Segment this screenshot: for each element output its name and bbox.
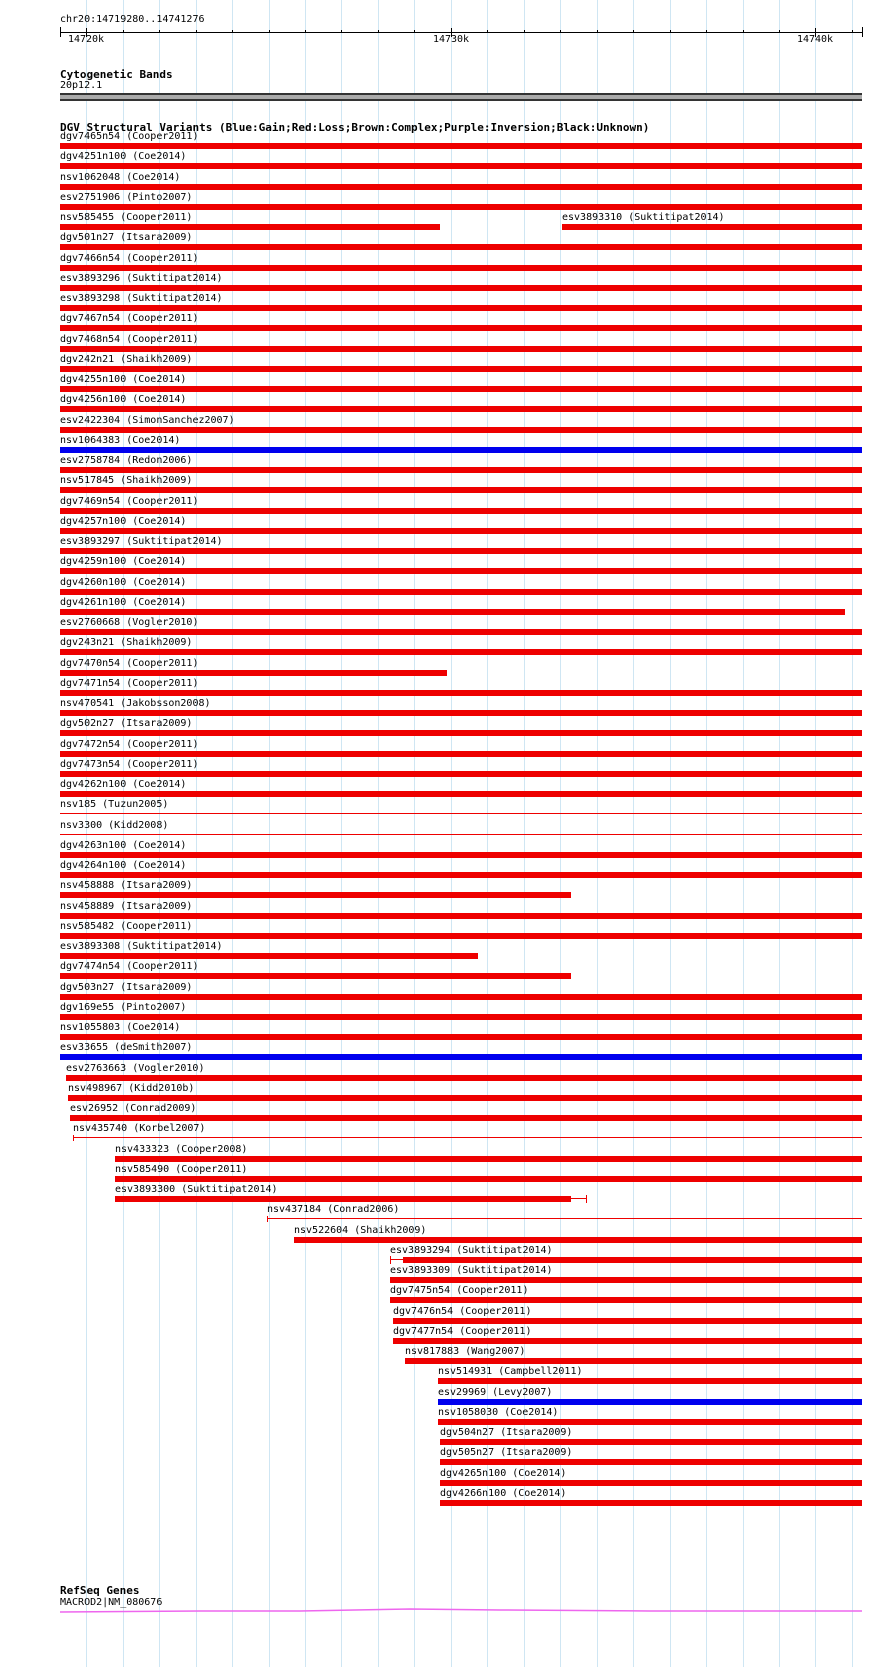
variant-bar[interactable] bbox=[294, 1237, 862, 1243]
variant-label[interactable]: nsv433323 (Cooper2008) bbox=[115, 1144, 248, 1155]
variant-label[interactable]: nsv1064383 (Coe2014) bbox=[60, 435, 181, 446]
variant-label[interactable]: esv3893300 (Suktitipat2014) bbox=[115, 1184, 278, 1195]
variant-label[interactable]: nsv458889 (Itsara2009) bbox=[60, 901, 193, 912]
variant-bar[interactable] bbox=[68, 1095, 862, 1101]
variant-label[interactable]: dgv7465n54 (Cooper2011) bbox=[60, 131, 199, 142]
variant-bar[interactable] bbox=[60, 568, 862, 574]
variant-bar[interactable] bbox=[60, 589, 862, 595]
variant-bar[interactable] bbox=[438, 1399, 862, 1405]
variant-bar[interactable] bbox=[60, 386, 862, 392]
ruler-minor-tick bbox=[743, 30, 744, 33]
variant-bar[interactable] bbox=[60, 852, 862, 858]
cytoband-track-title: Cytogenetic Bands bbox=[60, 68, 173, 81]
variant-bar[interactable] bbox=[60, 730, 862, 736]
variant-bar[interactable] bbox=[60, 1014, 862, 1020]
variant-bar[interactable] bbox=[60, 548, 862, 554]
variant-label[interactable]: esv33655 (deSmith2007) bbox=[60, 1042, 193, 1053]
variant-label[interactable]: esv2760668 (Vogler2010) bbox=[60, 617, 199, 628]
variant-bar[interactable] bbox=[60, 933, 862, 939]
refseq-track-title: RefSeq Genes bbox=[60, 1584, 140, 1597]
variant-label[interactable]: nsv585455 (Cooper2011) bbox=[60, 212, 193, 223]
variant-label[interactable]: esv2763663 (Vogler2010) bbox=[66, 1063, 205, 1074]
variant-label[interactable]: dgv7477n54 (Cooper2011) bbox=[393, 1326, 532, 1337]
variant-label[interactable]: dgv4257n100 (Coe2014) bbox=[60, 516, 187, 527]
variant-bar[interactable] bbox=[60, 467, 862, 473]
variant-bar[interactable] bbox=[60, 244, 862, 250]
variant-bar[interactable] bbox=[393, 1338, 862, 1344]
variant-label[interactable]: dgv4260n100 (Coe2014) bbox=[60, 577, 187, 588]
variant-label[interactable]: nsv470541 (Jakobsson2008) bbox=[60, 698, 211, 709]
ruler-minor-tick bbox=[487, 30, 488, 33]
variant-label[interactable]: dgv4259n100 (Coe2014) bbox=[60, 556, 187, 567]
ruler-end-tick bbox=[862, 27, 863, 37]
variant-bar[interactable] bbox=[73, 1137, 862, 1138]
ruler-minor-tick bbox=[196, 30, 197, 33]
ruler-tick-label: 14730k bbox=[432, 34, 470, 45]
variant-bar[interactable] bbox=[60, 953, 478, 959]
variant-label[interactable]: dgv243n21 (Shaikh2009) bbox=[60, 637, 193, 648]
variant-bar[interactable] bbox=[60, 305, 862, 311]
variant-bar[interactable] bbox=[440, 1439, 862, 1445]
variant-label[interactable]: esv3893298 (Suktitipat2014) bbox=[60, 293, 223, 304]
ruler-minor-tick bbox=[123, 30, 124, 33]
variant-label[interactable]: nsv3300 (Kidd2008) bbox=[60, 820, 169, 831]
ruler-tick-label: 14740k bbox=[796, 34, 834, 45]
variant-label[interactable]: esv29969 (Levy2007) bbox=[438, 1387, 553, 1398]
ruler-minor-tick bbox=[670, 30, 671, 33]
variant-label[interactable]: nsv522604 (Shaikh2009) bbox=[294, 1225, 427, 1236]
variant-bar[interactable] bbox=[60, 1034, 862, 1040]
cytoband-bar-edge-bottom bbox=[60, 99, 862, 101]
ruler-minor-tick bbox=[269, 30, 270, 33]
variant-label[interactable]: dgv4256n100 (Coe2014) bbox=[60, 394, 187, 405]
cytoband-label: 20p12.1 bbox=[60, 80, 103, 91]
ruler-minor-tick bbox=[341, 30, 342, 33]
variant-bar[interactable] bbox=[393, 1318, 862, 1324]
variant-bar-tick[interactable] bbox=[73, 1135, 74, 1141]
variant-label[interactable]: esv3893309 (Suktitipat2014) bbox=[390, 1265, 553, 1276]
variant-bar[interactable] bbox=[115, 1156, 862, 1162]
variant-label[interactable]: dgv4264n100 (Coe2014) bbox=[60, 860, 187, 871]
variant-label[interactable]: dgv4255n100 (Coe2014) bbox=[60, 374, 187, 385]
position-label: chr20:14719280..14741276 bbox=[60, 14, 205, 25]
ruler-minor-tick bbox=[560, 30, 561, 33]
variant-bar[interactable] bbox=[60, 670, 447, 676]
variant-bar[interactable] bbox=[60, 690, 862, 696]
variant-label[interactable]: dgv4266n100 (Coe2014) bbox=[440, 1488, 567, 1499]
variant-whisker-tick[interactable] bbox=[586, 1195, 587, 1203]
variant-label[interactable]: nsv1055803 (Coe2014) bbox=[60, 1022, 181, 1033]
variant-bar[interactable] bbox=[115, 1176, 862, 1182]
variant-label[interactable]: nsv1062048 (Coe2014) bbox=[60, 172, 181, 183]
variant-bar[interactable] bbox=[60, 528, 862, 534]
variant-whisker[interactable] bbox=[390, 1259, 403, 1260]
variant-label[interactable]: dgv7474n54 (Cooper2011) bbox=[60, 961, 199, 972]
ruler-minor-tick bbox=[633, 30, 634, 33]
variant-label[interactable]: dgv7466n54 (Cooper2011) bbox=[60, 253, 199, 264]
variant-label[interactable]: dgv7472n54 (Cooper2011) bbox=[60, 739, 199, 750]
variant-bar[interactable] bbox=[440, 1500, 862, 1506]
variant-bar[interactable] bbox=[390, 1297, 862, 1303]
variant-whisker[interactable] bbox=[571, 1198, 586, 1199]
variant-label[interactable]: dgv502n27 (Itsara2009) bbox=[60, 718, 193, 729]
ruler-end-tick bbox=[60, 27, 61, 37]
variant-bar[interactable] bbox=[440, 1459, 862, 1465]
variant-bar-tick[interactable] bbox=[267, 1216, 268, 1222]
ruler-minor-tick bbox=[305, 30, 306, 33]
variant-label[interactable]: esv3893308 (Suktitipat2014) bbox=[60, 941, 223, 952]
variant-label[interactable]: dgv7476n54 (Cooper2011) bbox=[393, 1306, 532, 1317]
variant-label[interactable]: esv3893294 (Suktitipat2014) bbox=[390, 1245, 553, 1256]
variant-label[interactable]: esv26952 (Conrad2009) bbox=[70, 1103, 197, 1114]
ruler-minor-tick bbox=[414, 30, 415, 33]
variant-whisker-tick[interactable] bbox=[390, 1256, 391, 1264]
variant-bar[interactable] bbox=[60, 872, 862, 878]
variant-bar[interactable] bbox=[60, 771, 862, 777]
variant-bar[interactable] bbox=[60, 892, 571, 898]
variant-bar[interactable] bbox=[60, 609, 845, 615]
variant-label[interactable]: nsv514931 (Campbell2011) bbox=[438, 1366, 583, 1377]
variant-label[interactable]: dgv7475n54 (Cooper2011) bbox=[390, 1285, 529, 1296]
ruler-minor-tick bbox=[232, 30, 233, 33]
variant-bar[interactable] bbox=[562, 224, 862, 230]
variant-bar[interactable] bbox=[60, 973, 571, 979]
variant-label[interactable]: nsv817883 (Wang2007) bbox=[405, 1346, 526, 1357]
variant-bar[interactable] bbox=[60, 649, 862, 655]
variant-bar[interactable] bbox=[60, 508, 862, 514]
variant-label[interactable]: dgv169e55 (Pinto2007) bbox=[60, 1002, 187, 1013]
variant-bar[interactable] bbox=[60, 184, 862, 190]
variant-bar[interactable] bbox=[60, 834, 862, 835]
variant-label[interactable]: esv3893296 (Suktitipat2014) bbox=[60, 273, 223, 284]
variant-label[interactable]: dgv4251n100 (Coe2014) bbox=[60, 151, 187, 162]
ruler-minor-tick bbox=[597, 30, 598, 33]
variant-bar[interactable] bbox=[60, 447, 862, 453]
variant-bar[interactable] bbox=[115, 1196, 571, 1202]
variant-bar[interactable] bbox=[60, 325, 862, 331]
ruler-minor-tick bbox=[378, 30, 379, 33]
variant-bar[interactable] bbox=[60, 751, 862, 757]
variant-bar[interactable] bbox=[60, 427, 862, 433]
variant-label[interactable]: dgv501n27 (Itsara2009) bbox=[60, 232, 193, 243]
variant-bar[interactable] bbox=[66, 1075, 862, 1081]
variant-bar[interactable] bbox=[60, 629, 862, 635]
variant-label[interactable]: esv2751906 (Pinto2007) bbox=[60, 192, 193, 203]
variant-bar[interactable] bbox=[405, 1358, 862, 1364]
variant-bar[interactable] bbox=[60, 163, 862, 169]
variant-label[interactable]: dgv505n27 (Itsara2009) bbox=[440, 1447, 573, 1458]
variant-label[interactable]: nsv435740 (Korbel2007) bbox=[73, 1123, 206, 1134]
variant-label[interactable]: nsv585490 (Cooper2011) bbox=[115, 1164, 248, 1175]
variant-bar[interactable] bbox=[440, 1480, 862, 1486]
variant-label[interactable]: esv3893297 (Suktitipat2014) bbox=[60, 536, 223, 547]
variant-bar[interactable] bbox=[60, 265, 862, 271]
variant-bar[interactable] bbox=[60, 487, 862, 493]
variant-bar[interactable] bbox=[60, 813, 862, 814]
variant-bar[interactable] bbox=[60, 791, 862, 797]
ruler-minor-tick bbox=[852, 30, 853, 33]
variant-label[interactable]: dgv7468n54 (Cooper2011) bbox=[60, 334, 199, 345]
variant-bar[interactable] bbox=[60, 224, 440, 230]
variant-label[interactable]: dgv4262n100 (Coe2014) bbox=[60, 779, 187, 790]
variant-label[interactable]: dgv4263n100 (Coe2014) bbox=[60, 840, 187, 851]
refseq-gene-label[interactable]: MACROD2|NM_080676 bbox=[60, 1597, 163, 1608]
variant-bar[interactable] bbox=[60, 710, 862, 716]
variant-label[interactable]: esv3893310 (Suktitipat2014) bbox=[562, 212, 725, 223]
variant-bar[interactable] bbox=[267, 1218, 862, 1219]
variant-label[interactable]: dgv4265n100 (Coe2014) bbox=[440, 1468, 567, 1479]
variant-bar[interactable] bbox=[60, 346, 862, 352]
variant-bar[interactable] bbox=[438, 1419, 862, 1425]
variant-label[interactable]: dgv242n21 (Shaikh2009) bbox=[60, 354, 193, 365]
variant-label[interactable]: dgv7470n54 (Cooper2011) bbox=[60, 658, 199, 669]
variant-label[interactable]: nsv437184 (Conrad2006) bbox=[267, 1204, 400, 1215]
ruler-tick-label: 14720k bbox=[67, 34, 105, 45]
variant-bar[interactable] bbox=[60, 285, 862, 291]
variant-bar[interactable] bbox=[60, 143, 862, 149]
variant-label[interactable]: dgv504n27 (Itsara2009) bbox=[440, 1427, 573, 1438]
ruler-minor-tick bbox=[779, 30, 780, 33]
variant-label[interactable]: nsv1058030 (Coe2014) bbox=[438, 1407, 559, 1418]
variant-bar[interactable] bbox=[60, 406, 862, 412]
variant-label[interactable]: nsv458888 (Itsara2009) bbox=[60, 880, 193, 891]
dgv-track-title: DGV Structural Variants (Blue:Gain;Red:Loss;Brown:Complex;Purple:Inversion;Black:Unknown) bbox=[60, 121, 650, 134]
ruler-minor-tick bbox=[706, 30, 707, 33]
variant-label[interactable]: nsv185 (Tuzun2005) bbox=[60, 799, 169, 810]
refseq-gene-line[interactable] bbox=[0, 1600, 890, 1620]
variant-bar[interactable] bbox=[70, 1115, 862, 1121]
variant-bar[interactable] bbox=[60, 366, 862, 372]
variant-bar[interactable] bbox=[403, 1257, 862, 1263]
ruler-axis bbox=[60, 32, 862, 33]
variant-label[interactable]: dgv4261n100 (Coe2014) bbox=[60, 597, 187, 608]
variant-bar[interactable] bbox=[60, 994, 862, 1000]
variant-bar[interactable] bbox=[60, 913, 862, 919]
variant-label[interactable]: nsv517845 (Shaikh2009) bbox=[60, 475, 193, 486]
variant-label[interactable]: dgv503n27 (Itsara2009) bbox=[60, 982, 193, 993]
variant-label[interactable]: dgv7471n54 (Cooper2011) bbox=[60, 678, 199, 689]
variant-label[interactable]: dgv7473n54 (Cooper2011) bbox=[60, 759, 199, 770]
variant-bar[interactable] bbox=[60, 204, 862, 210]
variant-label[interactable]: esv2758784 (Redon2006) bbox=[60, 455, 193, 466]
variant-label[interactable]: dgv7467n54 (Cooper2011) bbox=[60, 313, 199, 324]
variant-bar[interactable] bbox=[438, 1378, 862, 1384]
variant-bar[interactable] bbox=[60, 1054, 862, 1060]
variant-label[interactable]: dgv7469n54 (Cooper2011) bbox=[60, 496, 199, 507]
variant-label[interactable]: esv2422304 (SimonSanchez2007) bbox=[60, 415, 235, 426]
variant-bar[interactable] bbox=[390, 1277, 862, 1283]
ruler-minor-tick bbox=[524, 30, 525, 33]
ruler-minor-tick bbox=[159, 30, 160, 33]
variant-label[interactable]: nsv585482 (Cooper2011) bbox=[60, 921, 193, 932]
variant-label[interactable]: nsv498967 (Kidd2010b) bbox=[68, 1083, 195, 1094]
